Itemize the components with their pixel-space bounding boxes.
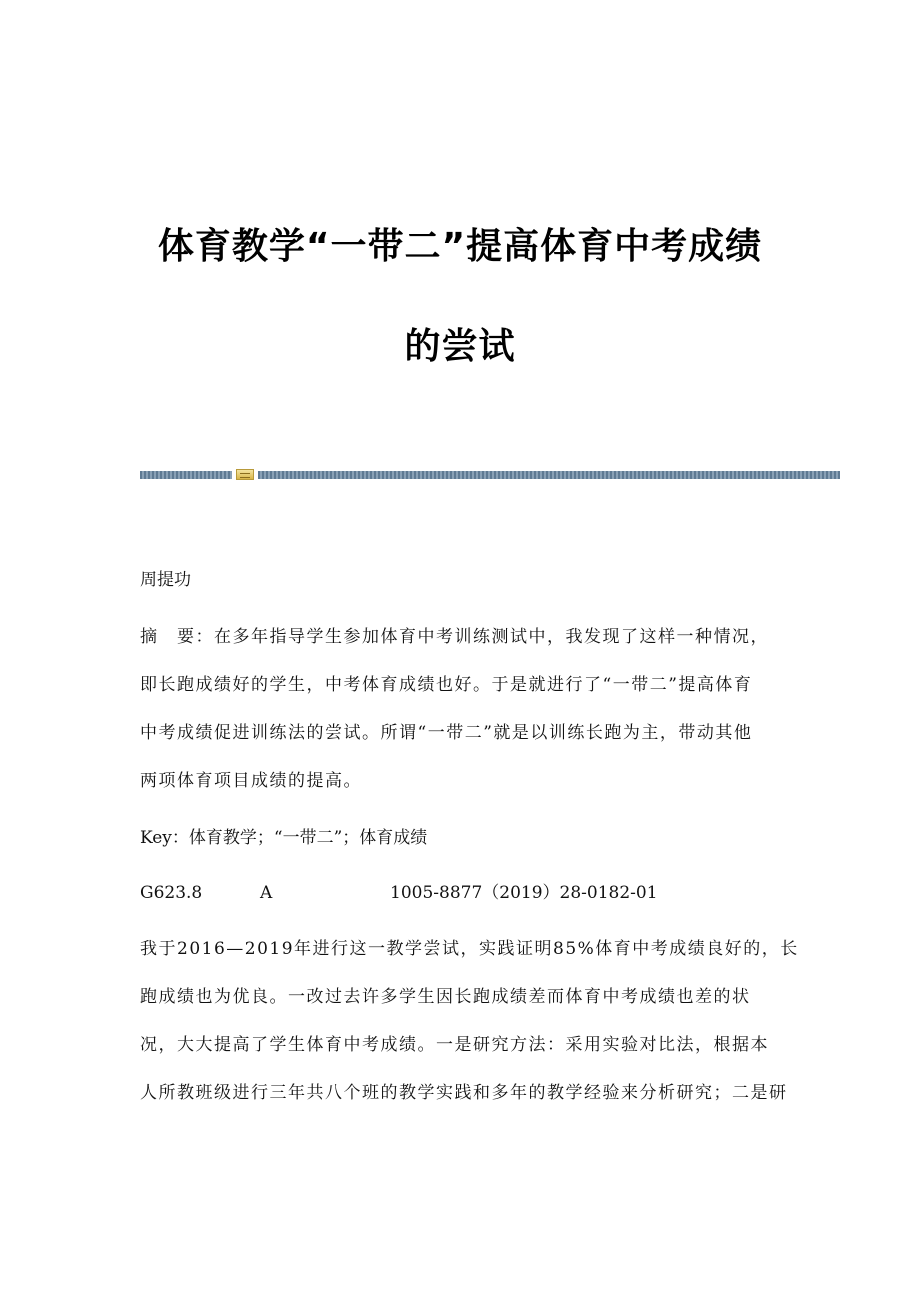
abstract-line-3: 中考成绩促进训练法的尝试。所谓“一带二”就是以训练长跑为主，带动其他	[140, 723, 753, 743]
abstract-line-1	[140, 625, 780, 649]
author-name: 周提功	[140, 570, 191, 590]
article-id: 1005-8877（2019）28-0182-01	[390, 883, 658, 903]
abstract-text: 在多年指导学生参加体育中考训练测试中，我发现了这样一种情况，	[214, 627, 769, 647]
body-line-4: 人所教班级进行三年共八个班的教学实践和多年的教学经验来分析研究；二是研	[140, 1083, 788, 1103]
document-title-line-2: 的尝试	[404, 326, 516, 367]
clc-number: G623.8	[140, 883, 203, 903]
decorative-divider	[140, 468, 840, 480]
divider-bar-right	[258, 471, 840, 479]
divider-bar-left	[140, 471, 232, 479]
document-code: A	[260, 883, 273, 903]
body-line-2: 跑成绩也为优良。一改过去许多学生因长跑成绩差而体育中考成绩也差的状	[140, 987, 751, 1007]
keywords: Key：体育教学；“一带二”；体育成绩	[140, 828, 428, 848]
abstract-label: 摘 要：	[140, 627, 214, 647]
body-line-1: 我于2016—2019年进行这一教学尝试，实践证明85%体育中考成绩良好的，长	[140, 939, 799, 959]
divider-ornament-icon	[236, 469, 254, 480]
document-title-line-1: 体育教学“一带二”提高体育中考成绩	[157, 226, 763, 267]
abstract-line-4: 两项体育项目成绩的提高。	[140, 771, 362, 791]
abstract-line-2: 即长跑成绩好的学生，中考体育成绩也好。于是就进行了“一带二”提高体育	[140, 675, 753, 695]
body-line-3: 况，大大提高了学生体育中考成绩。一是研究方法：采用实验对比法，根据本	[140, 1035, 769, 1055]
